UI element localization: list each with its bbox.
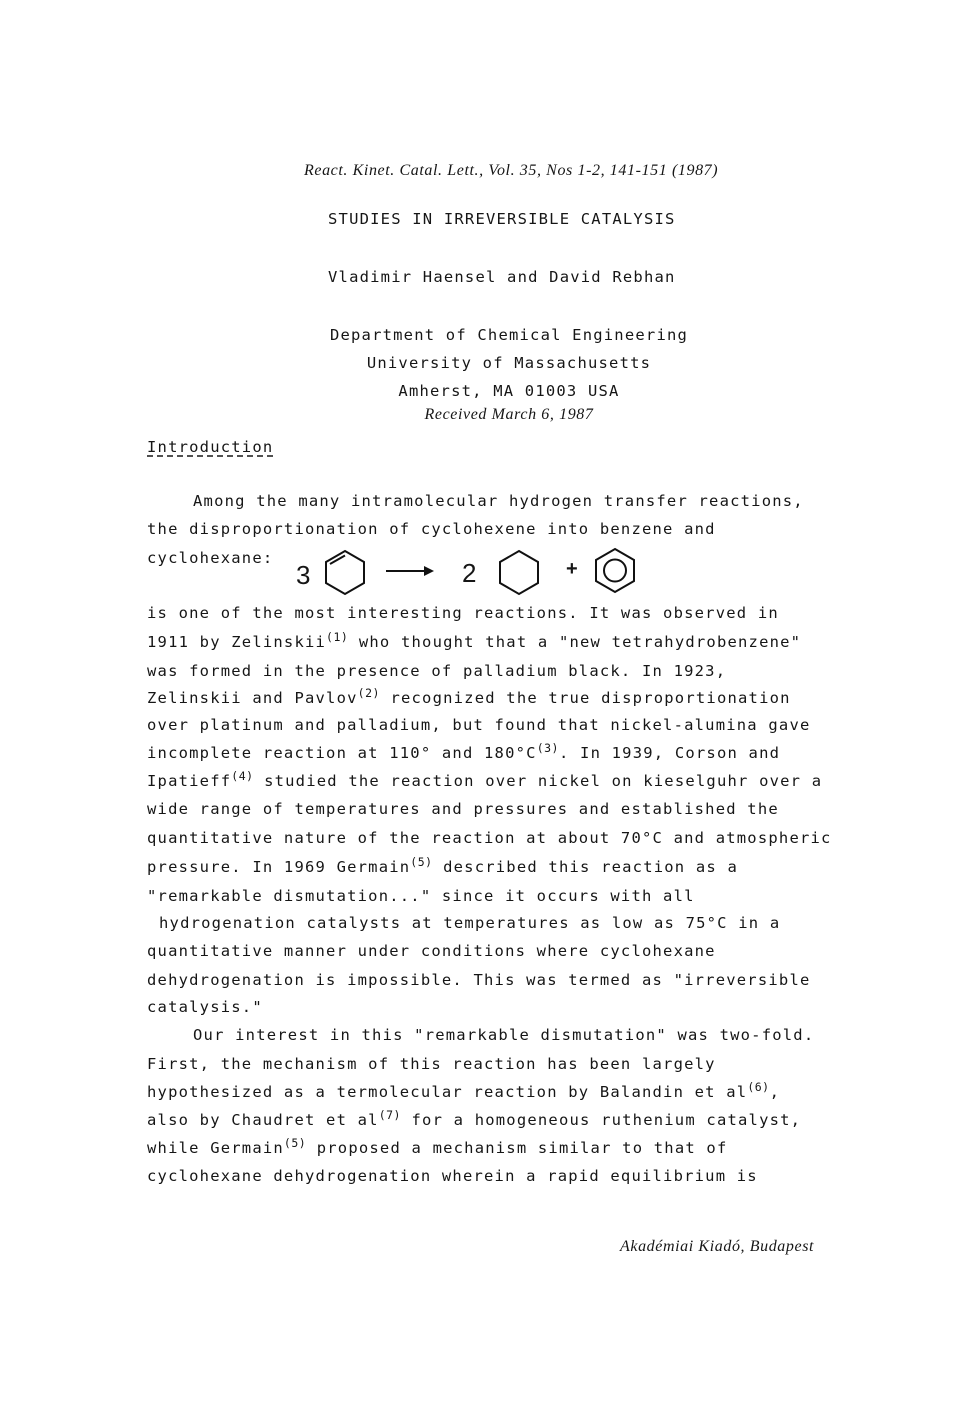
- para2-line10: pressure. In 1969 Germain$^{(5)}$ described this reaction as a: [147, 855, 738, 876]
- coefficient-2: 2: [462, 558, 477, 588]
- para2-line6: incomplete reaction at 110° and $180^\circ C^{(3)}$. In 1939, Corson and: [147, 741, 781, 762]
- coefficient-3: 3: [296, 560, 311, 590]
- para2-line11: "remarkable dismutation..." since it occurs with all: [147, 887, 695, 905]
- benzene-icon: [590, 546, 640, 594]
- para2-line5: over platinum and palladium, but found that nickel-alumina gave: [147, 716, 811, 734]
- section-heading-introduction: Introduction: [147, 438, 274, 456]
- reference-marker: (2): [357, 686, 380, 700]
- reaction-equation: [290, 544, 660, 596]
- reference-marker: (7): [378, 1108, 401, 1122]
- plus-sign: +: [566, 558, 578, 580]
- para2-line14: dehydrogenation is impossible. This was termed as "irreversible: [147, 971, 811, 989]
- para3-line5: while Germain$^{(5)}$ proposed a mechanism similar to that of: [147, 1136, 728, 1157]
- para2-line3: was formed in the presence of palladium black. In 1923,: [147, 662, 727, 680]
- reaction-arrow-icon: [384, 564, 436, 578]
- affiliation-department: Department of Chemical Engineering: [329, 326, 689, 344]
- para3-line1: Our interest in this "remarkable dismutation" was two-fold.: [193, 1026, 815, 1044]
- para1-line1: Among the many intramolecular hydrogen transfer reactions,: [193, 492, 804, 510]
- para3-line6: cyclohexane dehydrogenation wherein a rapid equilibrium is: [147, 1167, 758, 1185]
- authors: Vladimir Haensel and David Rebhan: [328, 268, 676, 286]
- journal-citation: React. Kinet. Catal. Lett., Vol. 35, Nos 1-2, 141-151 (1987): [304, 162, 719, 179]
- para2-line12: hydrogenation catalysts at temperatures as low as 75°C in a: [159, 914, 781, 932]
- para3-line2: First, the mechanism of this reaction has been largely: [147, 1055, 716, 1073]
- para2-line15: catalysis.": [147, 998, 263, 1016]
- para2-line2: 1911 by Zelinskii$^{(1)}$ who thought that a "new tetrahydrobenzene": [147, 630, 802, 651]
- para2-line7: Ipatieff$^{(4)}$ studied the reaction over nickel on kieselguhr over a: [147, 769, 823, 790]
- affiliation-university: University of Massachusetts: [366, 354, 652, 372]
- reference-marker: (5): [283, 1136, 307, 1150]
- para3-line3: hypothesized as a termolecular reaction by Balandin et $al^{(6)}$,: [147, 1080, 781, 1101]
- para1-line3: cyclohexane:: [147, 549, 274, 567]
- received-date: Received March 6, 1987: [424, 406, 594, 423]
- para2-line13: quantitative manner under conditions where cyclohexane: [147, 942, 716, 960]
- para3-line4: also by Chaudret et $al^{(7)}$ for a homogeneous ruthenium catalyst,: [147, 1108, 802, 1129]
- cyclohexene-icon: [320, 548, 370, 596]
- para2-line8: wide range of temperatures and pressures and established the: [147, 800, 779, 818]
- para2-line9: quantitative nature of the reaction at about 70°C and atmospheric: [147, 829, 832, 847]
- cyclohexane-icon: [494, 548, 544, 596]
- reference-marker: (3): [536, 741, 559, 755]
- para1-line2: the disproportionation of cyclohexene into benzene and: [147, 520, 716, 538]
- reference-marker: (4): [231, 769, 254, 783]
- reference-marker: (6): [747, 1080, 770, 1094]
- para2-line4: Zelinskii and Pavlov$^{(2)}$ recognized the true disproportionation: [147, 686, 791, 707]
- publisher-footer: Akadémiai Kiadó, Budapest: [620, 1238, 815, 1255]
- para2-line1: is one of the most interesting reactions. It was observed in: [147, 604, 779, 622]
- affiliation-address: Amherst, MA 01003 USA: [398, 382, 620, 400]
- reference-marker: (1): [326, 630, 349, 644]
- reference-marker: (5): [410, 855, 433, 869]
- paper-title: STUDIES IN IRREVERSIBLE CATALYSIS: [328, 210, 676, 228]
